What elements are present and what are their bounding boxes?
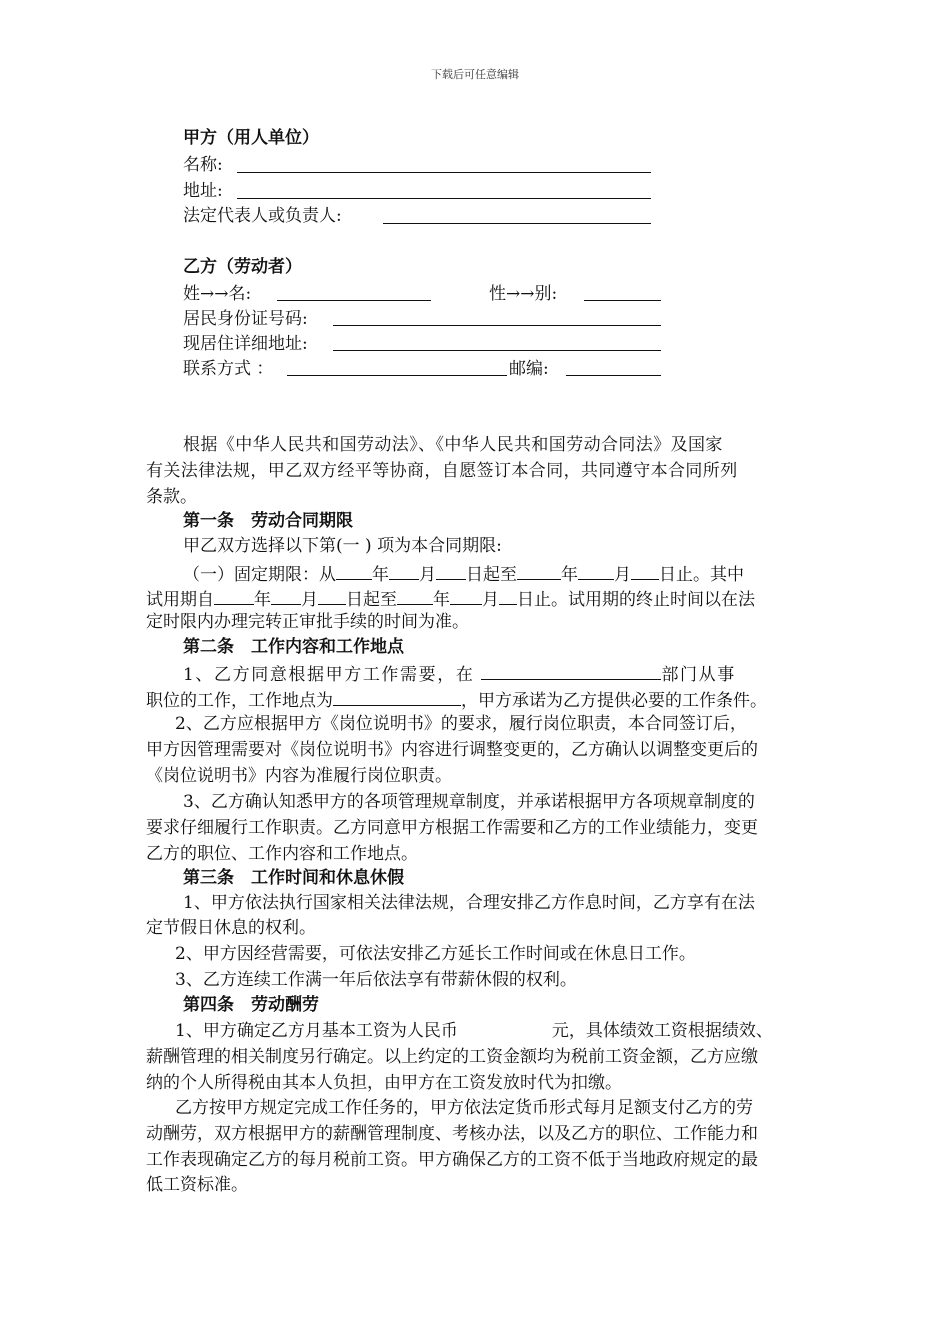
article-3-title: 第三条 工作时间和休息休假 [183, 868, 404, 888]
department-field[interactable] [481, 662, 661, 680]
party-b-name-field[interactable] [277, 300, 431, 301]
article-2-para-2-line-2: 甲方因管理需要对《岗位说明书》内容进行调整变更的，乙方确认以调整变更后的 [146, 740, 758, 760]
party-b-postcode-label: 邮编: [509, 359, 549, 379]
party-b-id-label: 居民身份证号码: [183, 309, 308, 329]
fixed-to-month-field[interactable] [578, 562, 614, 580]
party-a-name-field[interactable] [237, 172, 651, 173]
article-1-fixed-term: （一）固定期限：从 年 月 日起至 年 月 日止。其中 [183, 562, 744, 585]
article-2-para-1-line-1: 1、乙方同意根据甲方工作需要，在 部门从事 [183, 662, 736, 685]
fixed-term-label: （一）固定期限：从 [183, 565, 336, 585]
article-4-para-2-line-4: 低工资标准。 [146, 1175, 248, 1195]
party-a-heading: 甲方（用人单位） [183, 128, 319, 148]
article-3-para-2: 2、甲方因经营需要，可依法安排乙方延长工作时间或在休息日工作。 [175, 944, 696, 964]
fixed-from-month-field[interactable] [389, 562, 419, 580]
party-b-contact-label: 联系方式 ： [183, 359, 274, 379]
article-2-title: 第二条 工作内容和工作地点 [183, 637, 404, 657]
party-b-id-field[interactable] [333, 325, 661, 326]
page-header-note: 下载后可任意编辑 [431, 68, 519, 81]
party-b-name-label: 姓→→名: [183, 284, 252, 304]
party-a-address-field[interactable] [237, 198, 651, 199]
article-4-para-1-line-1: 1、甲方确定乙方月基本工资为人民币 元，具体绩效工资根据绩效、 [175, 1021, 773, 1041]
fixed-from-year-field[interactable] [336, 562, 372, 580]
fixed-to-day-field[interactable] [631, 562, 659, 580]
preamble-line-3: 条款。 [146, 487, 197, 507]
article-2-para-3-line-3: 乙方的职位、工作内容和工作地点。 [146, 844, 418, 864]
party-b-gender-label: 性→→别: [489, 284, 558, 304]
article-1-trial: 试用期自 年 月 日起至 年 月 日止。试用期的终止时间以在法 [146, 587, 755, 610]
party-a-address-label: 地址: [183, 181, 223, 201]
article-4-para-2-line-1: 乙方按甲方规定完成工作任务的，甲方依法定货币形式每月足额支付乙方的劳 [175, 1098, 753, 1118]
party-a-rep-label: 法定代表人或负责人: [183, 206, 342, 226]
article-4-para-1-line-3: 纳的个人所得税由其本人负担，由甲方在工资发放时代为扣缴。 [146, 1073, 622, 1093]
article-3-para-1-line-2: 定节假日休息的权利。 [146, 918, 316, 938]
article-3-para-3: 3、乙方连续工作满一年后依法享有带薪休假的权利。 [175, 970, 577, 990]
article-1-title: 第一条 劳动合同期限 [183, 511, 353, 531]
party-b-addr-field[interactable] [333, 350, 661, 351]
fixed-to-year-field[interactable] [517, 562, 561, 580]
party-b-heading: 乙方（劳动者） [183, 257, 302, 277]
trial-to-day-field[interactable] [499, 587, 517, 605]
article-4-title: 第四条 劳动酬劳 [183, 995, 319, 1015]
article-4-para-2-line-2: 动酬劳，双方根据甲方的薪酬管理制度、考核办法，以及乙方的职位、工作能力和 [146, 1124, 758, 1144]
article-4-para-1-line-2: 薪酬管理的相关制度另行确定。以上约定的工资金额均为税前工资金额，乙方应缴 [146, 1047, 758, 1067]
fixed-from-day-field[interactable] [436, 562, 466, 580]
party-b-addr-label: 现居住详细地址: [183, 334, 308, 354]
article-1-line-3: 定时限内办理完转正审批手续的时间为准。 [146, 612, 469, 632]
article-2-para-3-line-2: 要求仔细履行工作职责。乙方同意甲方根据工作需要和乙方的工作业绩能力，变更 [146, 818, 758, 838]
preamble-line-2: 有关法律法规，甲乙双方经平等协商，自愿签订本合同，共同遵守本合同所列 [146, 461, 738, 481]
party-b-gender-field[interactable] [584, 300, 661, 301]
article-2-para-1-line-2: 职位的工作，工作地点为 ，甲方承诺为乙方提供必要的工作条件。 [146, 688, 767, 711]
preamble-line-1: 根据《中华人民共和国劳动法》、《中华人民共和国劳动合同法》及国家 [183, 435, 723, 455]
trial-to-year-field[interactable] [397, 587, 433, 605]
article-2-para-2-line-1: 2、乙方应根据甲方《岗位说明书》的要求，履行岗位职责，本合同签订后， [175, 714, 747, 734]
trial-label: 试用期自 [146, 590, 214, 610]
work-location-field[interactable] [333, 688, 461, 706]
party-b-postcode-field[interactable] [566, 375, 661, 376]
article-1-para-1: 甲乙双方选择以下第(一 ) 项为本合同期限: [183, 536, 502, 556]
trial-from-day-field[interactable] [318, 587, 346, 605]
party-b-contact-field[interactable] [287, 375, 507, 376]
article-3-para-1-line-1: 1、甲方依法执行国家相关法律法规，合理安排乙方作息时间，乙方享有在法 [183, 893, 755, 913]
trial-to-month-field[interactable] [450, 587, 482, 605]
trial-from-month-field[interactable] [271, 587, 301, 605]
party-a-rep-field[interactable] [383, 223, 651, 224]
party-a-name-label: 名称: [183, 155, 223, 175]
trial-from-year-field[interactable] [214, 587, 254, 605]
article-2-para-2-line-3: 《岗位说明书》内容为准履行岗位职责。 [146, 766, 452, 786]
article-4-para-2-line-3: 工作表现确定乙方的每月税前工资。甲方确保乙方的工资不低于当地政府规定的最 [146, 1150, 758, 1170]
article-2-para-3-line-1: 3、乙方确认知悉甲方的各项管理规章制度，并承诺根据甲方各项规章制度的 [183, 792, 755, 812]
